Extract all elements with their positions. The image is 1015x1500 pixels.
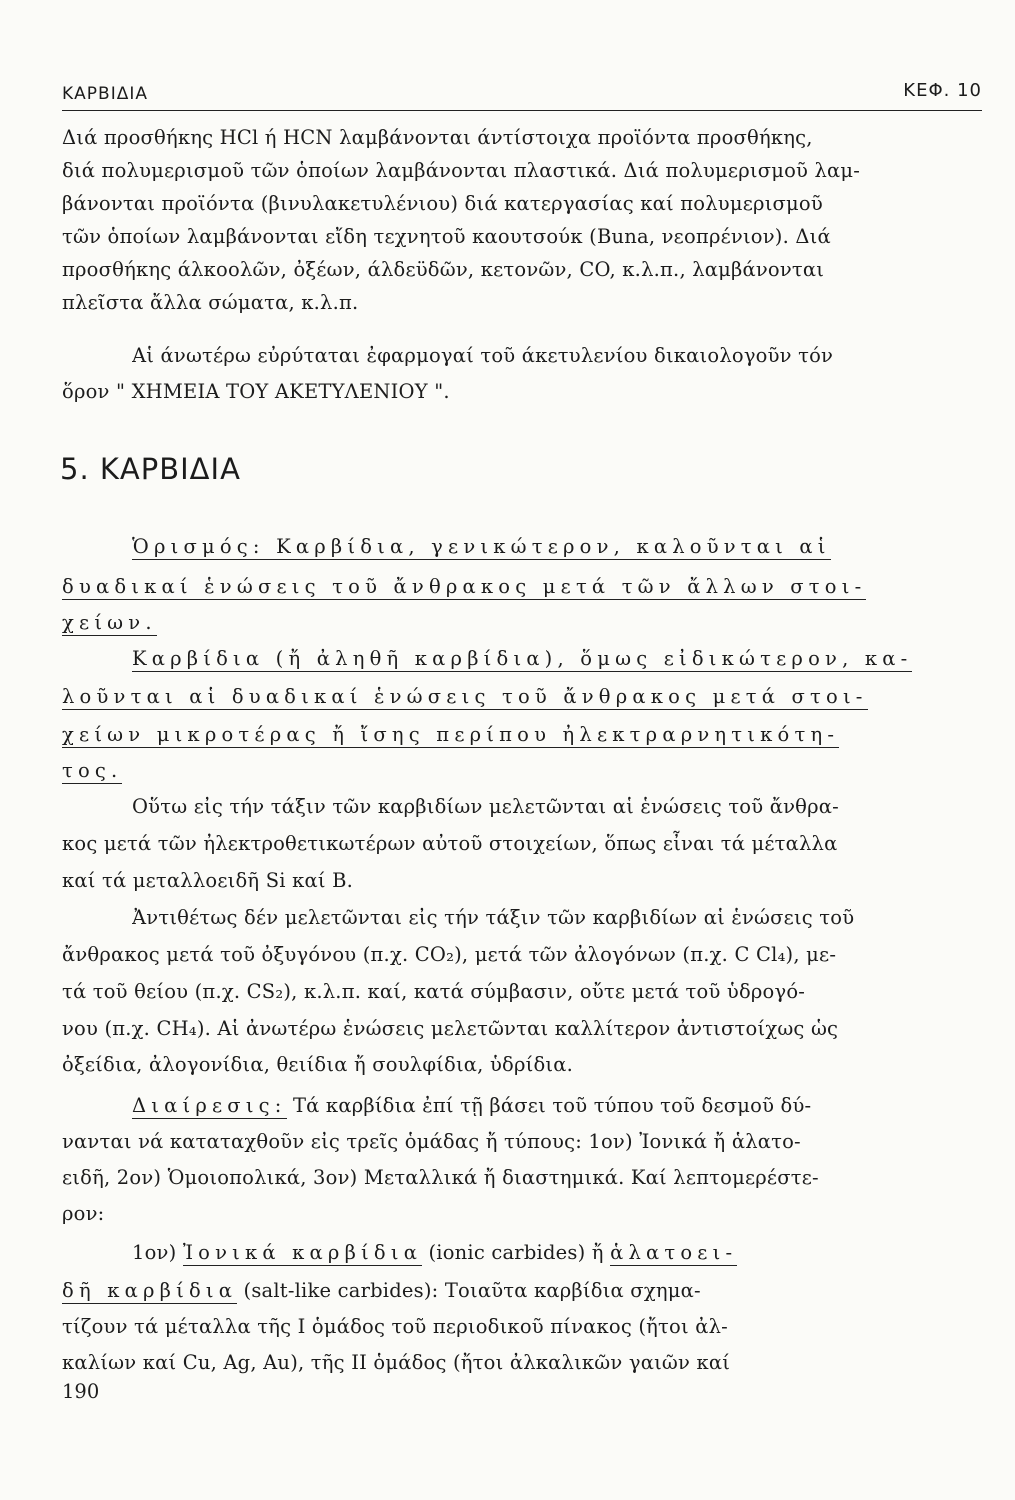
term-salt-like: ἁλατοει- xyxy=(610,1241,738,1264)
text-line: νανται νά καταταχθοῦν εἰς τρεῖς ὁμάδας ἤ τύπους: 1ον) Ἰονικά ἤ ἁλατο- xyxy=(62,1130,801,1153)
text-line: καί τά μεταλλοειδῆ Si καί B. xyxy=(62,869,354,892)
text-line: πλεῖστα ἄλλα σώματα, κ.λ.π. xyxy=(62,291,359,314)
item-number: 1ον) xyxy=(132,1241,183,1264)
definition-line xyxy=(62,720,982,750)
text-line: διά πολυμερισμοῦ τῶν ὁποίων λαμβάνονται πλαστικά. Διά πολυμερισμοῦ λαμ- xyxy=(62,159,861,182)
definition-line xyxy=(62,756,982,786)
definition-label: Ὁρισμός: xyxy=(132,535,265,558)
text-line: Διά προσθήκης HCl ή HCN λαμβάνονται άντίστοιχα προϊόντα προσθήκης, xyxy=(62,126,813,149)
definition-text: τος. xyxy=(62,759,123,782)
division-text: Τά καρβίδια ἐπί τῇ βάσει τοῦ τύπου τοῦ δεσμοῦ δύ- xyxy=(286,1094,812,1117)
text-line: Οὕτω εἰς τήν τάξιν τῶν καρβιδίων μελετῶνται αἱ ἑνώσεις τοῦ ἄνθρα- xyxy=(132,795,839,818)
text-line: προσθήκης άλκοολῶν, ὀξέων, άλδεϋδῶν, κετονῶν, CO, κ.λ.π., λαμβάνονται xyxy=(62,258,825,281)
definition-line xyxy=(132,644,982,674)
text-line: ειδῆ, 2ον) Ὁμοιοπολικά, 3ον) Μεταλλικά ἤ διαστημικά. Καί λεπτομερέστε- xyxy=(62,1166,819,1189)
term-english: (ionic carbides) ἤ xyxy=(422,1241,611,1264)
text-line: Αἱ άνωτέρω εὐρύταται ἐφαρμογαί τοῦ άκετυλενίου δικαιολογοῦν τόν xyxy=(132,344,834,367)
text-line: Ἀντιθέτως δέν μελετῶνται εἰς τήν τάξιν τῶν καρβιδίων αἱ ἑνώσεις τοῦ xyxy=(132,906,855,929)
header-rule xyxy=(62,110,982,111)
text-line: τά τοῦ θείου (π.χ. CS₂), κ.λ.π. καί, κατά σύμβασιν, οὔτε μετά τοῦ ὑδρογό- xyxy=(62,980,806,1003)
definition-text: λοῦνται αἱ δυαδικαί ἑνώσεις τοῦ ἄνθρακος μετά στοι- xyxy=(62,685,868,708)
definition-text: Καρβίδια (ἤ ἀληθῆ καρβίδια), ὅμως εἰδικώτερον, κα- xyxy=(132,647,913,670)
term-ionic-carbides: Ἰονικά καρβίδια xyxy=(182,1241,423,1264)
definition-line xyxy=(62,682,982,712)
text-line: ἄνθρακος μετά τοῦ ὀξυγόνου (π.χ. CO₂), μετά τῶν ἀλογόνων (π.χ. C Cl₄), με- xyxy=(62,943,837,966)
definition-text: χείων. xyxy=(62,611,157,634)
text-line: ὀξείδια, ἀλογονίδια, θειίδια ἤ σουλφίδια, ὑδρίδια. xyxy=(62,1053,574,1076)
page-number: 190 xyxy=(62,1380,100,1403)
definition-text: χείων μικροτέρας ἤ ἴσης περίπου ἠλεκτραρνητικότη- xyxy=(62,723,840,746)
text-line: κος μετά τῶν ἠλεκτροθετικωτέρων αὐτοῦ στοιχείων, ὅπως εἶναι τά μέταλλα xyxy=(62,832,838,855)
division-label: Διαίρεσις: xyxy=(132,1094,287,1117)
definition-line xyxy=(62,608,982,638)
definition-text: δυαδικαί ἑνώσεις τοῦ ἄνθρακος μετά τῶν ἄλλων στοι- xyxy=(62,575,867,598)
text-line: τῶν ὁποίων λαμβάνονται εἴδη τεχνητοῦ καουτσούκ (Βuna, νεοπρένιον). Διά xyxy=(62,225,831,248)
section-heading: 5. ΚΑΡΒΙΔΙΑ xyxy=(60,452,241,486)
text-line: ὅρον " ΧΗΜΕΙΑ ΤΟΥ ΑΚΕΤΥΛΕΝΙΟΥ ". xyxy=(62,380,450,403)
chapter-label: ΚΕΦ. 10 xyxy=(903,80,982,101)
term-english-2: (salt-like carbides): Τοιαῦτα καρβίδια σχημα- xyxy=(237,1279,701,1302)
text-line xyxy=(62,1276,982,1306)
text-line: τίζουν τά μέταλλα τῆς I ὁμάδος τοῦ περιοδικοῦ πίνακος (ἤτοι ἀλ- xyxy=(62,1315,728,1338)
text-line xyxy=(132,1238,982,1268)
text-line: ρον: xyxy=(62,1202,105,1225)
text-line: καλίων καί Cu, Ag, Au), τῆς II ὁμάδος (ἤτοι ἀλκαλικῶν γαιῶν καί xyxy=(62,1351,731,1374)
running-title: ΚΑΡΒΙΔΙΑ xyxy=(62,84,148,104)
definition-line xyxy=(132,532,982,562)
text-line: νου (π.χ. CH₄). Αἱ ἀνωτέρω ἑνώσεις μελετῶνται καλλίτερον ἀντιστοίχως ὡς xyxy=(62,1017,839,1040)
term-salt-like-cont: δῆ καρβίδια xyxy=(62,1279,238,1302)
definition-line xyxy=(62,572,982,602)
page-header xyxy=(62,80,982,114)
definition-text: Καρβίδια, γενικώτερον, καλοῦνται αἱ xyxy=(264,535,831,558)
text-line xyxy=(132,1091,982,1121)
text-line: βάνονται προϊόντα (βινυλακετυλένιου) διά κατεργασίας καί πολυμερισμοῦ xyxy=(62,192,823,215)
